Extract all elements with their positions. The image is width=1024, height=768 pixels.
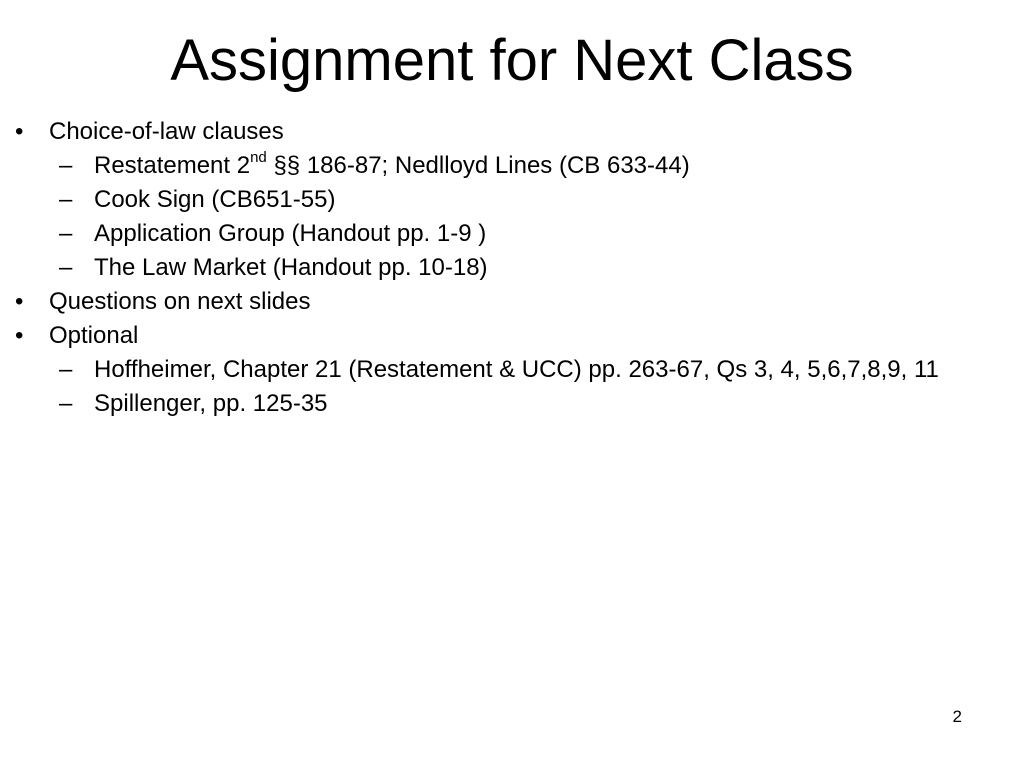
- dash-marker: –: [59, 390, 73, 417]
- bullet-item-choice-of-law: [0, 118, 969, 145]
- sub-item-text-start: Restatement 2: [94, 152, 251, 179]
- ordinal-superscript: nd: [250, 149, 267, 166]
- dash-marker: –: [59, 356, 73, 383]
- sub-item-text: Spillenger, pp. 125-35: [94, 390, 328, 417]
- dash-marker: –: [59, 220, 73, 247]
- sub-item-restatement: [0, 149, 964, 179]
- sub-item-law-market: [0, 254, 964, 281]
- sub-item-cook-sign: [0, 186, 964, 213]
- sub-item-text: The Law Market (Handout pp. 10-18): [94, 254, 488, 281]
- page-number: 2: [952, 707, 962, 726]
- sub-item-text: Application Group (Handout pp. 1-9 ): [94, 220, 487, 247]
- sub-item-text-end: §§ 186-87; Nedlloyd Lines (CB 633-44): [266, 152, 690, 179]
- bullet-text: Choice-of-law clauses: [49, 118, 284, 145]
- bullet-text: Questions on next slides: [49, 288, 311, 315]
- sub-item-application-group: [0, 220, 964, 247]
- sub-item-text: Hoffheimer, Chapter 21 (Restatement & UCC) pp. 263-67, Qs 3, 4, 5,6,7,8,9, 11: [94, 356, 939, 383]
- dash-marker: –: [59, 254, 73, 281]
- bullet-item-questions: [0, 288, 969, 315]
- slide-title: Assignment for Next Class: [170, 28, 854, 93]
- sub-item-text: Cook Sign (CB651-55): [94, 186, 336, 213]
- bullet-marker: •: [15, 322, 24, 349]
- dash-marker: –: [59, 152, 73, 179]
- bullet-list: [0, 118, 1024, 424]
- bullet-marker: •: [15, 288, 24, 315]
- bullet-item-optional: [0, 322, 969, 349]
- sub-item-hoffheimer: [0, 356, 964, 383]
- sub-item-spillenger: [0, 390, 964, 417]
- bullet-text: Optional: [49, 322, 139, 349]
- bullet-marker: •: [15, 118, 24, 145]
- dash-marker: –: [59, 186, 73, 213]
